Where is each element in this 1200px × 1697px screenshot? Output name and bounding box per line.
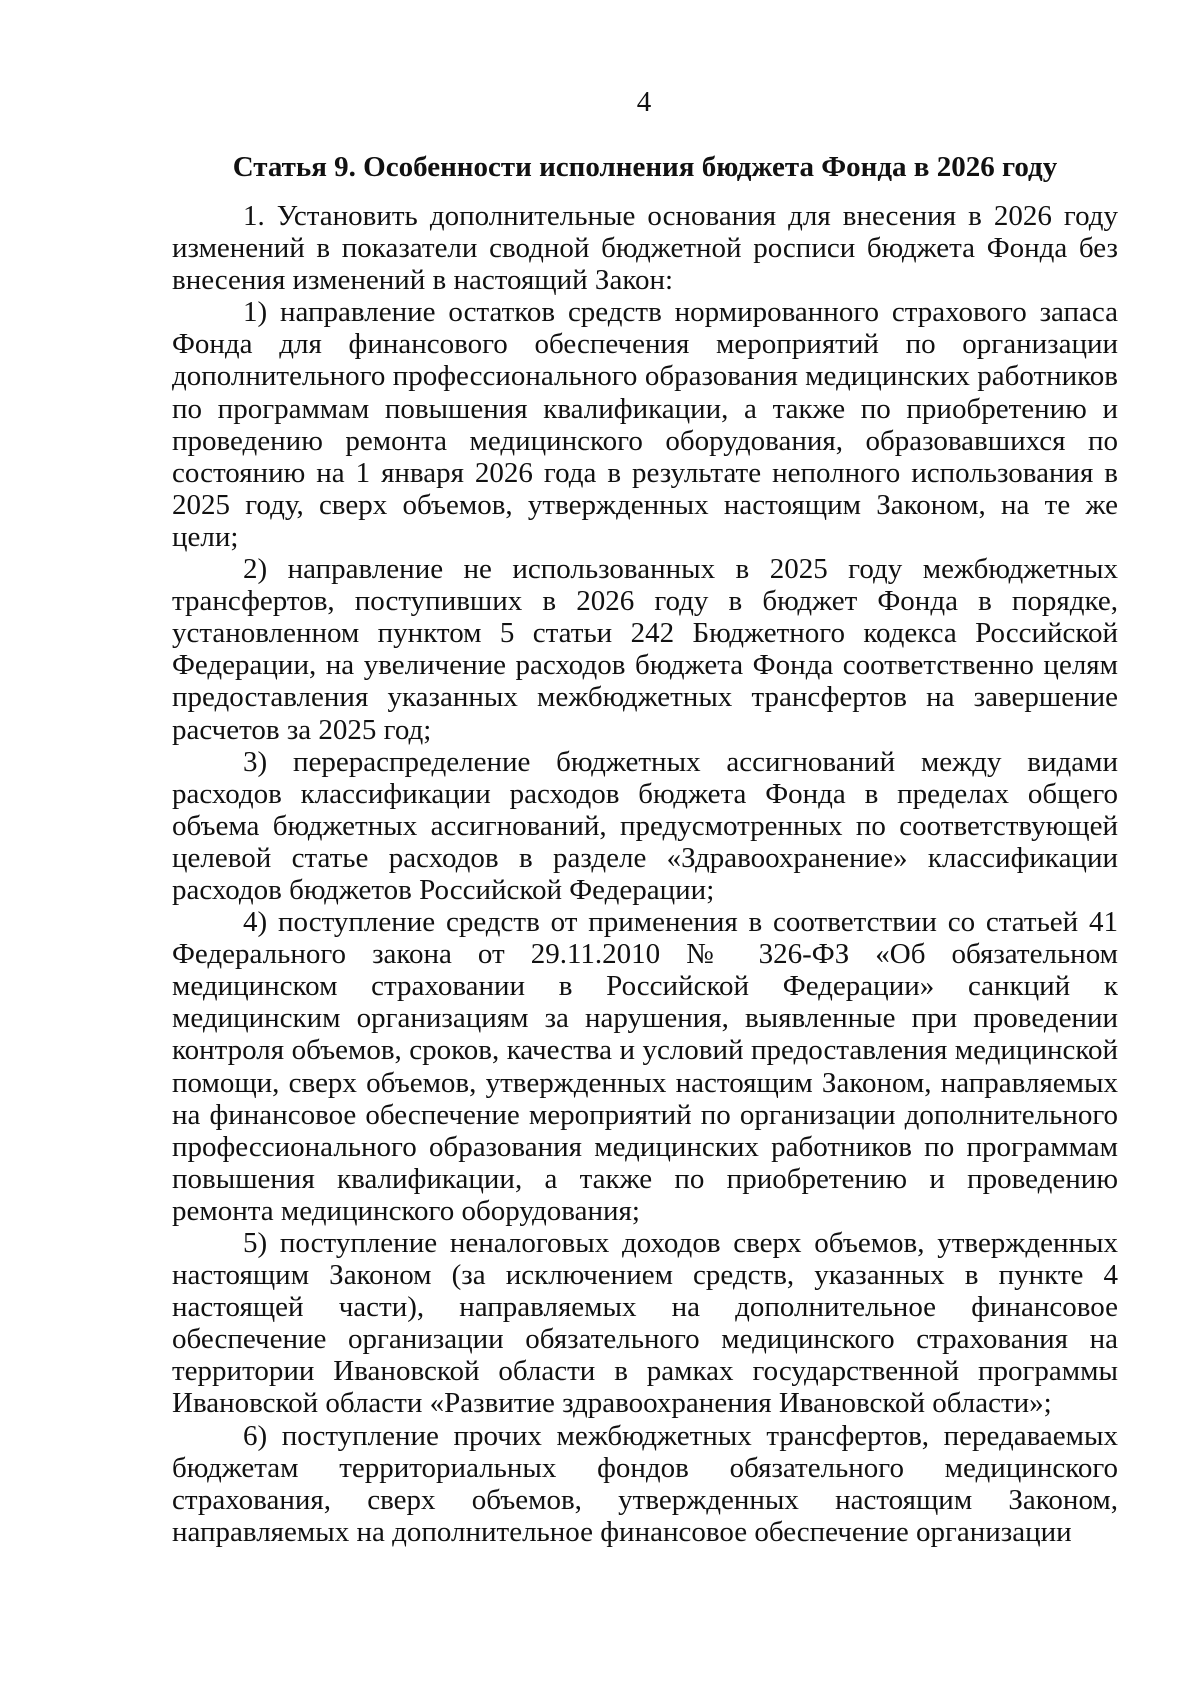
article-title: Статья 9. Особенности исполнения бюджета Фонда в 2026 году <box>232 151 1058 183</box>
paragraph-item-3: 3) перераспределение бюджетных ассигнований между видами расходов классификации расходов бюджета Фонда в пределах общего объема бюджетных ассигнований, предусмотренных по соответствующей целевой статье расходов в разделе «Здравоохранение» классификации расходов бюджетов Российской Федерации; <box>172 745 1118 906</box>
paragraph-item-4: 4) поступление средств от применения в соответствии со статьей 41 Федерального закона от 29.11.2010 № 326-ФЗ «Об обязательном медицинском страховании в Российской Федерации» санкций к медицинским организациям за нарушения, выявленные при проведении контроля объемов, сроков, качества и условий предоставления медицинской помощи, сверх объемов, утвержденных настоящим Законом, направляемых на финансовое обеспечение мероприятий по организации дополнительного профессионального образования медицинских работников по программам повышения квалификации, а также по приобретению и проведению ремонта медицинского оборудования; <box>172 906 1118 1227</box>
paragraph-item-1: 1) направление остатков средств нормированного страхового запаса Фонда для финансового обеспечения мероприятий по организации дополнительного профессионального образования медицинских работников по программам повышения квалификации, а также по приобретению и проведению ремонта медицинского оборудования, образовавшихся по состоянию на 1 января 2026 года в результате неполного использования в 2025 году, сверх объемов, утвержденных настоящим Законом, на те же цели; <box>172 296 1118 553</box>
paragraph-intro: 1. Установить дополнительные основания для внесения в 2026 году изменений в показатели сводной бюджетной росписи бюджета Фонда без внесения изменений в настоящий Закон: <box>172 200 1118 297</box>
paragraph-item-2: 2) направление не использованных в 2025 году межбюджетных трансфертов, поступивших в 2026 году в бюджет Фонда в порядке, установленном пунктом 5 статьи 242 Бюджетного кодекса Российской Федерации, на увеличение расходов бюджета Фонда соответственно целям предоставления указанных межбюджетных трансфертов на завершение расчетов за 2025 год; <box>172 553 1118 746</box>
paragraph-item-5: 5) поступление неналоговых доходов сверх объемов, утвержденных настоящим Законом (за исключением средств, указанных в пункте 4 настоящей части), направляемых на дополнительное финансовое обеспечение организации обязательного медицинского страхования на территории Ивановской области в рамках государственной программы Ивановской области «Развитие здравоохранения Ивановской области»; <box>172 1227 1118 1420</box>
paragraph-item-6: 6) поступление прочих межбюджетных трансфертов, передаваемых бюджетам территориальных фондов обязательного медицинского страхования, сверх объемов, утвержденных настоящим Законом, направляемых на дополнительное финансовое обеспечение организации <box>172 1419 1118 1548</box>
article-body <box>172 200 1118 1548</box>
page-number: 4 <box>636 86 652 118</box>
